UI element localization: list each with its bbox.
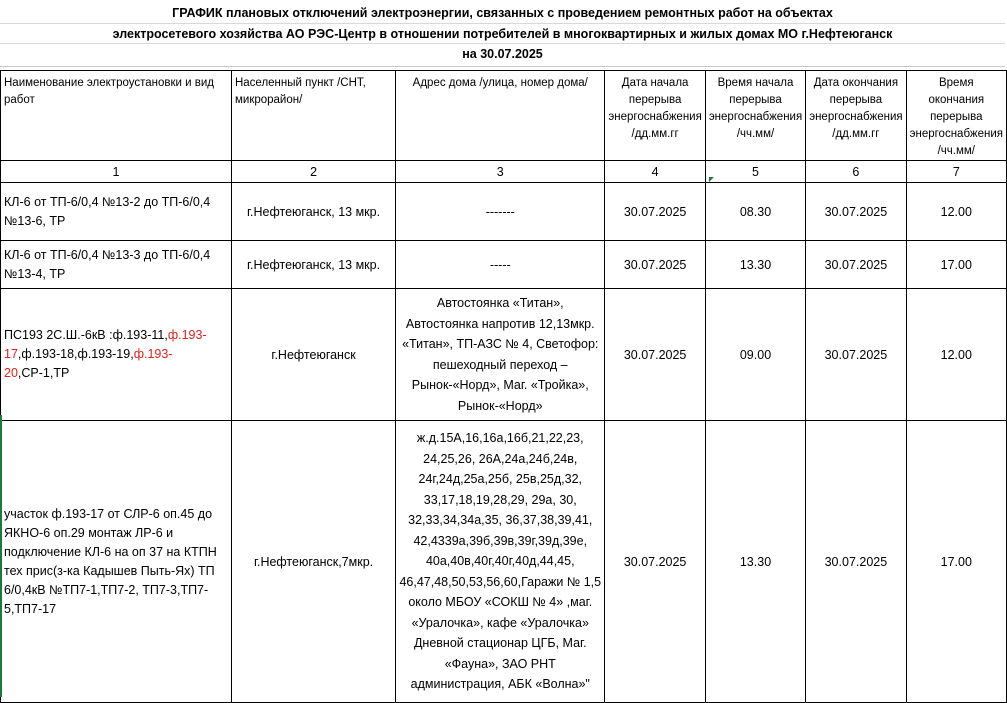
column-number: 5	[705, 161, 805, 183]
column-number: 2	[231, 161, 395, 183]
date-start-cell: 30.07.2025	[605, 421, 705, 703]
date-end-cell: 30.07.2025	[806, 421, 906, 703]
table-row	[1, 421, 1007, 703]
header-work: Наименование электроустановки и вид работ	[1, 71, 232, 161]
work-text: ПС193 2С.Ш.-6кВ :ф.193-11,	[4, 328, 168, 342]
work-text-highlight: ф.193-17	[4, 328, 207, 361]
time-end-cell: 12.00	[906, 183, 1006, 241]
title-line-2: электросетевого хозяйства АО РЭС-Центр в отношении потребителей в многоквартирных и жилых домах МО г.Нефтеюганск	[0, 23, 1005, 44]
work-cell	[1, 289, 232, 421]
column-number: 6	[806, 161, 906, 183]
place-cell: г.Нефтеюганск, 13 мкр.	[231, 183, 395, 241]
table-row	[1, 289, 1007, 421]
column-number: 3	[396, 161, 605, 183]
column-number: 1	[1, 161, 232, 183]
date-start-cell: 30.07.2025	[605, 183, 705, 241]
work-cell: участок ф.193-17 от СЛР-6 оп.45 до ЯКНО-6 оп.29 монтаж ЛР-6 и подключение КЛ-6 на оп 37 на КТПН тех прис(з-ка Кадышев Пыть-Ях) ТП 6/0,4кВ №ТП7-1,ТП7-2, ТП7-3,ТП7-5,ТП7-17	[1, 421, 232, 703]
work-text-highlight: ф.193-20	[4, 347, 173, 380]
header-row	[1, 71, 1007, 161]
header-date-start: Дата начала перерыва энергоснабжения /дд.мм.гг	[605, 71, 705, 161]
time-end-cell: 17.00	[906, 421, 1006, 703]
table-row	[1, 241, 1007, 289]
outage-schedule-table	[0, 70, 1007, 703]
time-start-cell: 09.00	[705, 289, 805, 421]
header-time-end: Время окончания перерыва энергоснабжения /чч.мм/	[906, 71, 1006, 161]
column-number: 4	[605, 161, 705, 183]
date-start-cell: 30.07.2025	[605, 289, 705, 421]
address-cell: ж.д.15А,16,16а,16б,21,22,23, 24,25,26, 26А,24а,24б,24в, 24г,24д,25а,25б, 25в,25д,32, 33,17,18,19,28,29, 29а, 30, 32,33,34,34а,35, 36,37,38,39,41, 42,4339а,39б,39в,39г,39д,39е, 40а,40в,40г,40г,40д,44,45, 46,47,48,50,53,56,60,Гаражи № 1,5 около МБОУ «СОКШ № 4» ,маг. «Уралочка», кафе «Уралочка» Дневной стационар ЦГБ, Маг. «Фауна», ЗАО РНТ администрация, АБК «Волна»"	[396, 421, 605, 703]
place-cell: г.Нефтеюганск	[231, 289, 395, 421]
header-place: Населенный пункт /СНТ, микрорайон/	[231, 71, 395, 161]
address-cell: -------	[396, 183, 605, 241]
work-text: ,ф.193-18,ф.193-19,	[17, 347, 134, 361]
date-end-cell: 30.07.2025	[806, 241, 906, 289]
place-cell: г.Нефтеюганск, 13 мкр.	[231, 241, 395, 289]
header-date-end: Дата окончания перерыва энергоснабжения /дд.мм.гг	[806, 71, 906, 161]
cell-comment-marker	[709, 177, 714, 182]
title-line-1: ГРАФИК плановых отключений электроэнергии, связанных с проведением ремонтных работ на объектах	[172, 6, 833, 20]
date-end-cell: 30.07.2025	[806, 183, 906, 241]
date-start-cell: 30.07.2025	[605, 241, 705, 289]
time-end-cell: 17.00	[906, 241, 1006, 289]
date-end-cell: 30.07.2025	[806, 289, 906, 421]
address-cell: Автостоянка «Титан», Автостоянка напротив 12,13мкр. «Титан», ТП-АЗС № 4, Светофор: пешеходный переход – Рынок-«Норд», Маг. «Тройка», Рынок-«Норд»	[396, 289, 605, 421]
column-number-row	[1, 161, 1007, 183]
time-end-cell: 12.00	[906, 289, 1006, 421]
document-title	[0, 0, 1005, 67]
column-number: 7	[906, 161, 1006, 183]
work-text: ,СР-1,ТР	[17, 366, 70, 380]
table-row	[1, 183, 1007, 241]
header-address: Адрес дома /улица, номер дома/	[396, 71, 605, 161]
work-cell: КЛ-6 от ТП-6/0,4 №13-3 до ТП-6/0,4 №13-4, ТР	[1, 241, 232, 289]
time-start-cell: 13.30	[705, 241, 805, 289]
selection-edge	[0, 415, 2, 697]
header-time-start: Время начала перерыва энергоснабжения /чч.мм/	[705, 71, 805, 161]
place-cell: г.Нефтеюганск,7мкр.	[231, 421, 395, 703]
time-start-cell: 13.30	[705, 421, 805, 703]
time-start-cell: 08.30	[705, 183, 805, 241]
title-line-3: на 30.07.2025	[0, 43, 1005, 64]
address-cell: -----	[396, 241, 605, 289]
work-cell: КЛ-6 от ТП-6/0,4 №13-2 до ТП-6/0,4 №13-6, ТР	[1, 183, 232, 241]
